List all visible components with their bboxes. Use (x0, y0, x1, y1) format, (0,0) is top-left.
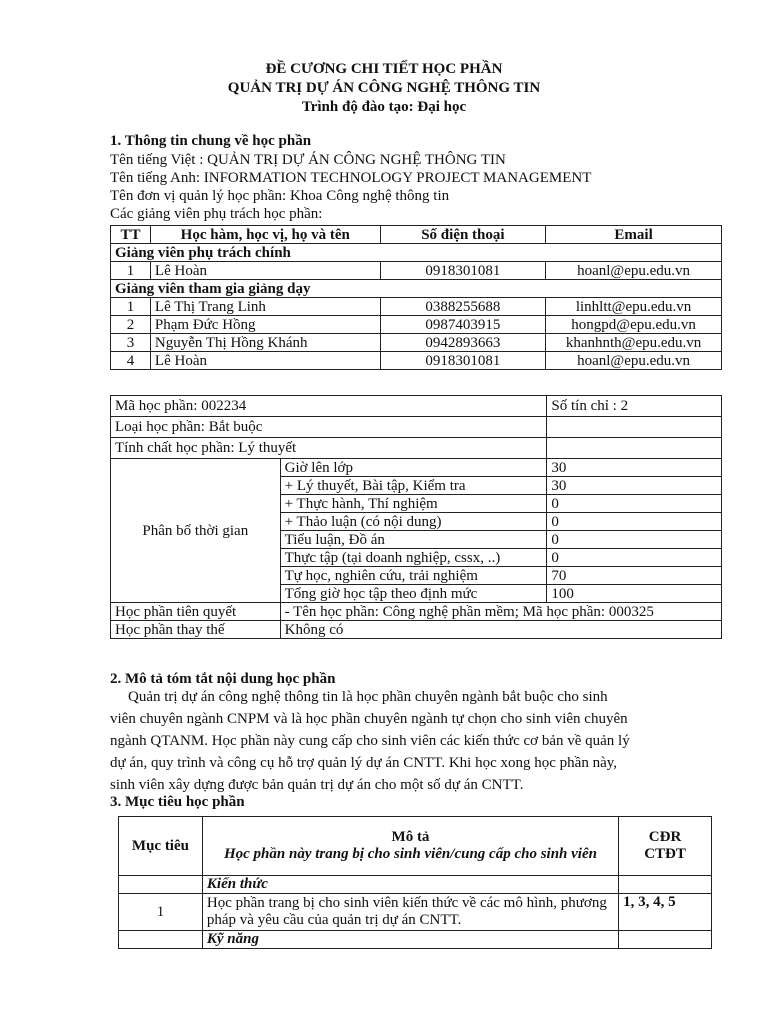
cell-tt: 1 (111, 262, 151, 280)
col-description-subtitle: Học phần này trang bị cho sinh viên/cung cấp cho sinh viên (223, 846, 597, 862)
time-label: Tổng giờ học tập theo định mức (280, 585, 547, 603)
group-row (111, 280, 722, 298)
group-row (111, 244, 722, 262)
time-value: 0 (547, 495, 722, 513)
time-label: + Thực hành, Thí nghiệm (280, 495, 547, 513)
replacement-value: Không có (280, 621, 721, 639)
description-line: viên chuyên ngành CNPM và là học phần chuyên ngành tự chọn cho sinh viên chuyên (110, 711, 628, 727)
table-header-row (111, 226, 722, 244)
description-line: sinh viên xây dựng được bản quản trị dự án cho một số dự án CNTT. (110, 777, 524, 793)
objective-id: 1 (119, 894, 203, 931)
col-tt: TT (111, 226, 151, 244)
cell-phone: 0388255688 (380, 298, 546, 316)
time-label: Giờ lên lớp (280, 459, 547, 477)
time-value: 30 (547, 459, 722, 477)
cell-phone: 0942893663 (380, 334, 546, 352)
table-row (111, 316, 722, 334)
cell-tt: 1 (111, 298, 151, 316)
replacement-label: Học phần thay thế (111, 621, 281, 639)
time-label: Tiểu luận, Đồ án (280, 531, 547, 549)
vietnamese-name: Tên tiếng Việt : QUẢN TRỊ DỰ ÁN CÔNG NGHỆ THÔNG TIN (110, 152, 506, 168)
course-credits: Số tín chỉ : 2 (547, 396, 722, 417)
empty-cell (619, 876, 712, 894)
cell-email: hoanl@epu.edu.vn (546, 262, 722, 280)
description-line: ngành QTANM. Học phần này cung cấp cho sinh viên các kiến thức cơ bản về quản lý (110, 733, 630, 749)
cell-tt: 3 (111, 334, 151, 352)
table-row (111, 396, 722, 417)
time-label: + Lý thuyết, Bài tập, Kiểm tra (280, 477, 547, 495)
managing-unit: Tên đơn vị quản lý học phần: Khoa Công nghệ thông tin (110, 188, 450, 204)
lecturers-caption: Các giảng viên phụ trách học phần: (110, 206, 323, 222)
section-1-heading: 1. Thông tin chung về học phần (110, 133, 312, 149)
doc-title-1: ĐỀ CƯƠNG CHI TIẾT HỌC PHẦN (265, 61, 503, 77)
col-objective: Mục tiêu (119, 817, 203, 876)
col-description (202, 817, 618, 876)
description-line: dự án, quy trình và công cụ hỗ trợ quản lý dự án CNTT. Khi học xong học phần này, (110, 755, 618, 771)
objectives-table (118, 816, 712, 949)
cell-name: Lê Hoàn (150, 352, 380, 370)
time-value: 70 (547, 567, 722, 585)
time-value: 100 (547, 585, 722, 603)
table-row (111, 459, 722, 477)
cell-email: khanhnth@epu.edu.vn (546, 334, 722, 352)
empty-cell (619, 931, 712, 949)
empty-cell (547, 417, 722, 438)
cell-email: hongpd@epu.edu.vn (546, 316, 722, 334)
doc-title-2: QUẢN TRỊ DỰ ÁN CÔNG NGHỆ THÔNG TIN (227, 80, 541, 96)
col-cdr-line1: CĐR (648, 829, 682, 845)
group-skills: Kỹ năng (202, 931, 618, 949)
table-header-row (119, 817, 712, 876)
objective-cdr: 1, 3, 4, 5 (619, 894, 712, 931)
time-label: Tự học, nghiên cứu, trải nghiệm (280, 567, 547, 585)
cell-name: Lê Thị Trang Linh (150, 298, 380, 316)
empty-cell (119, 876, 203, 894)
table-row (111, 262, 722, 280)
cell-phone: 0918301081 (380, 352, 546, 370)
cell-email: hoanl@epu.edu.vn (546, 352, 722, 370)
group-row (119, 876, 712, 894)
col-phone: Số điện thoại (380, 226, 546, 244)
empty-cell (119, 931, 203, 949)
description-line: Quản trị dự án công nghệ thông tin là học phần chuyên ngành bắt buộc cho sinh (128, 689, 608, 705)
group-knowledge: Kiến thức (202, 876, 618, 894)
course-description (110, 686, 693, 796)
col-cdr (619, 817, 712, 876)
lecturers-table (110, 225, 722, 370)
table-row (111, 298, 722, 316)
objective-description: Học phần trang bị cho sinh viên kiến thức về các mô hình, phương pháp và yêu cầu của quản trị dự án CNTT. (202, 894, 618, 931)
time-value: 0 (547, 549, 722, 567)
table-row (111, 352, 722, 370)
cell-tt: 2 (111, 316, 151, 334)
time-allocation-label: Phân bố thời gian (111, 459, 281, 603)
empty-cell (547, 438, 722, 459)
cell-tt: 4 (111, 352, 151, 370)
course-code: Mã học phần: 002234 (111, 396, 547, 417)
prerequisite-value: - Tên học phần: Công nghệ phần mềm; Mã học phần: 000325 (280, 603, 721, 621)
doc-title-3: Trình độ đào tạo: Đại học (301, 99, 467, 115)
course-info-table (110, 395, 722, 639)
cell-name: Nguyễn Thị Hồng Khánh (150, 334, 380, 352)
col-description-title: Mô tả (391, 829, 430, 845)
course-type: Loại học phần: Bắt buộc (111, 417, 547, 438)
table-row (111, 334, 722, 352)
prerequisite-label: Học phần tiên quyết (111, 603, 281, 621)
time-label: + Thảo luận (có nội dung) (280, 513, 547, 531)
table-row (111, 621, 722, 639)
table-row (119, 894, 712, 931)
cell-name: Lê Hoàn (150, 262, 380, 280)
time-value: 0 (547, 513, 722, 531)
section-3-heading: 3. Mục tiêu học phần (110, 794, 245, 810)
english-name: Tên tiếng Anh: INFORMATION TECHNOLOGY PROJECT MANAGEMENT (110, 170, 592, 186)
table-row (111, 417, 722, 438)
cell-phone: 0987403915 (380, 316, 546, 334)
col-cdr-line2: CTĐT (644, 846, 686, 862)
cell-email: linhltt@epu.edu.vn (546, 298, 722, 316)
time-value: 0 (547, 531, 722, 549)
group-teaching-lecturers: Giảng viên tham gia giảng dạy (111, 280, 722, 298)
col-email: Email (546, 226, 722, 244)
table-row (111, 603, 722, 621)
course-nature: Tính chất học phần: Lý thuyết (111, 438, 547, 459)
group-row (119, 931, 712, 949)
col-name: Học hàm, học vị, họ và tên (150, 226, 380, 244)
time-value: 30 (547, 477, 722, 495)
group-main-lecturer: Giảng viên phụ trách chính (111, 244, 722, 262)
cell-phone: 0918301081 (380, 262, 546, 280)
table-row (111, 438, 722, 459)
time-label: Thực tập (tại doanh nghiệp, cssx, ..) (280, 549, 547, 567)
section-2-heading: 2. Mô tả tóm tắt nội dung học phần (110, 671, 336, 687)
cell-name: Phạm Đức Hồng (150, 316, 380, 334)
